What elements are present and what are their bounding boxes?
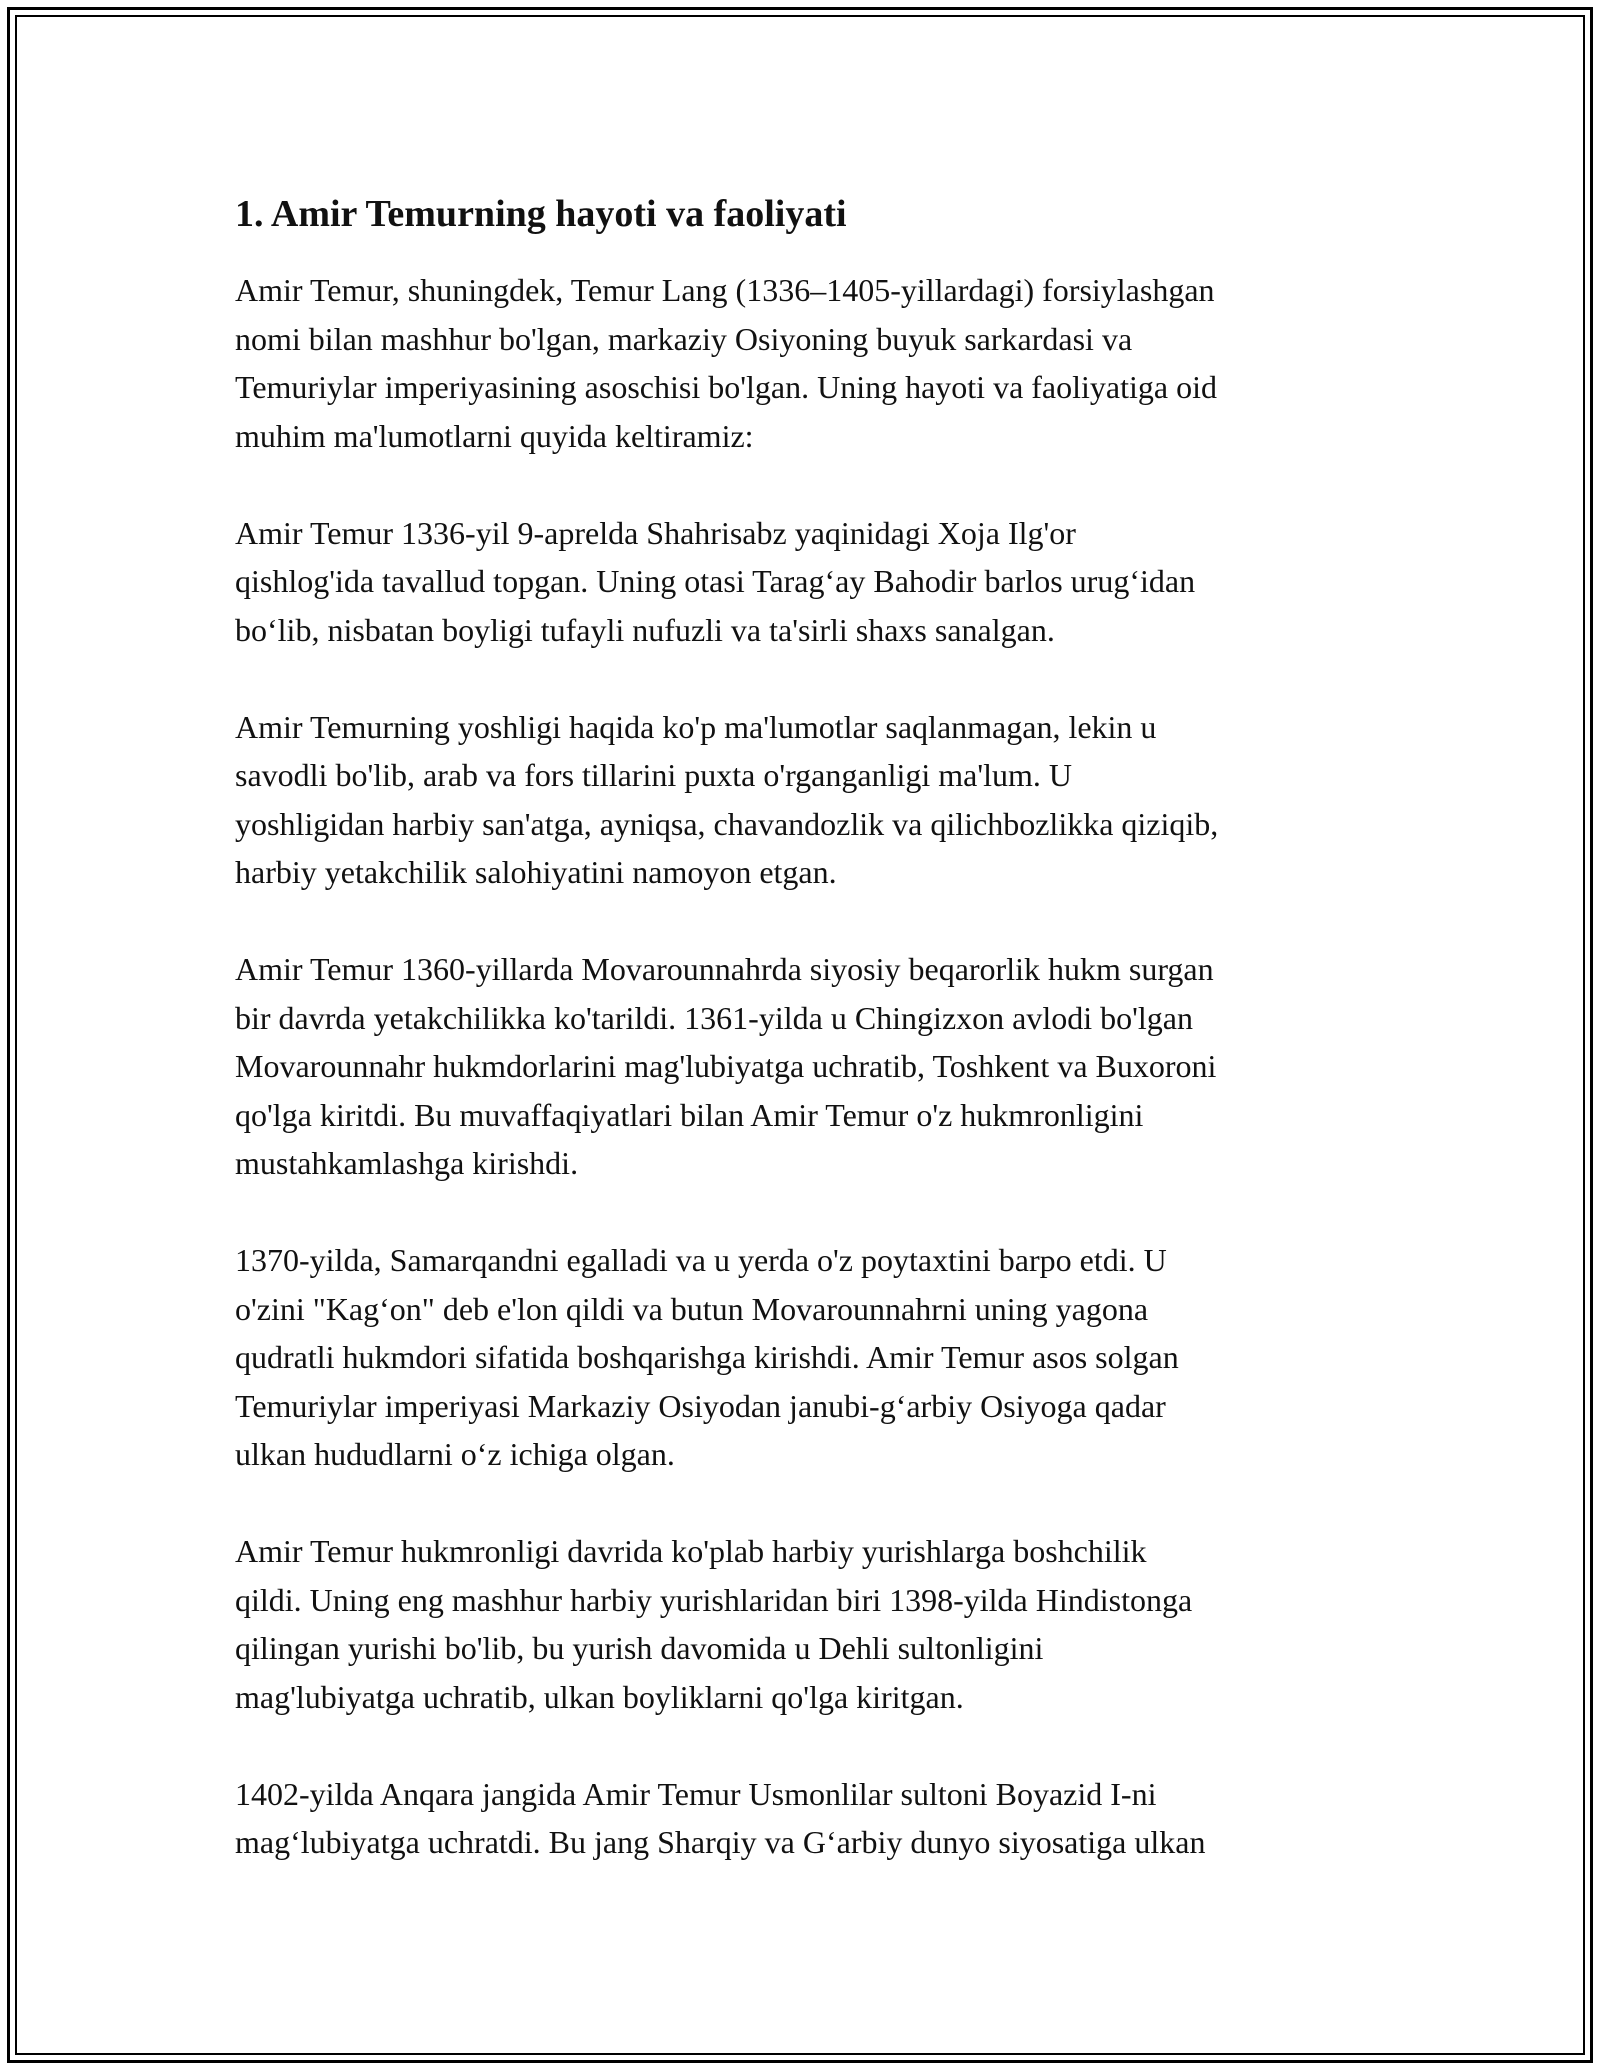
text-line: 1402-yilda Anqara jangida Amir Temur Usmonlilar sultoni Boyazid I-ni: [235, 1775, 1157, 1812]
document-body: [235, 190, 1385, 1915]
text-line: Amir Temurning yoshligi haqida ko'p ma'lumotlar saqlanmagan, lekin u: [235, 708, 1157, 745]
text-line: Amir Temur, shuningdek, Temur Lang (1336–1405-yillardagi) forsiylashgan: [235, 272, 1215, 308]
text-line: harbiy yetakchilik salohiyatini namoyon etgan.: [235, 854, 837, 890]
text-line: ulkan hududlarni o‘z ichiga olgan.: [235, 1436, 675, 1472]
text-line: o'zini "Kag‘on" deb e'lon qildi va butun Movarounnahrni uning yagona: [235, 1290, 1149, 1327]
text-line: Temuriylar imperiyasining asoschisi bo'lgan. Uning hayoti va faoliyatiga oid: [235, 369, 1217, 405]
text-line: Amir Temur 1336-yil 9-aprelda Shahrisabz yaqinidagi Xoja Ilg'or: [235, 514, 1076, 551]
text-line: nomi bilan mashhur bo'lgan, markaziy Osiyoning buyuk sarkardasi va: [235, 320, 1133, 357]
text-line: qudratli hukmdori sifatida boshqarishga kirishdi. Amir Temur asos solgan: [235, 1339, 1179, 1375]
text-line: qildi. Uning eng mashhur harbiy yurishlaridan biri 1398-yilda Hindistonga: [235, 1581, 1193, 1618]
text-line: Temuriylar imperiyasi Markaziy Osiyodan janubi-g‘arbiy Osiyoga qadar: [235, 1387, 1166, 1424]
paragraph-youth: [235, 703, 1385, 897]
text-line: qishlog'ida tavallud topgan. Uning otasi Tarag‘ay Bahodir barlos urug‘idan: [235, 563, 1196, 599]
text-line: Amir Temur 1360-yillarda Movarounnahrda siyosiy beqarorlik hukm surgan: [235, 951, 1214, 987]
text-line: bir davrda yetakchilikka ko'tarildi. 1361-yilda u Chingizxon avlodi bo'lgan: [235, 999, 1193, 1036]
text-line: muhim ma'lumotlarni quyida keltiramiz:: [235, 417, 754, 454]
text-line: bo‘lib, nisbatan boyligi tufayli nufuzli va ta'sirli shaxs sanalgan.: [235, 611, 1055, 648]
paragraph-ankara: [235, 1770, 1385, 1867]
text-line: qo'lga kiritdi. Bu muvaffaqiyatlari bilan Amir Temur o'z hukmronligini: [235, 1096, 1144, 1133]
text-line: savodli bo'lib, arab va fors tillarini puxta o'rganganligi ma'lum. U: [235, 757, 1072, 793]
paragraph-samarkand: [235, 1236, 1385, 1479]
text-line: mag'lubiyatga uchratib, ulkan boyliklarni qo'lga kiritgan.: [235, 1678, 964, 1715]
text-line: yoshligidan harbiy san'atga, ayniqsa, chavandozlik va qilichbozlikka qiziqib,: [235, 805, 1219, 842]
text-line: 1370-yilda, Samarqandni egalladi va u yerda o'z poytaxtini barpo etdi. U: [235, 1242, 1167, 1278]
text-line: Amir Temur hukmronligi davrida ko'plab harbiy yurishlarga boshchilik: [235, 1533, 1147, 1569]
text-line: qilingan yurishi bo'lib, bu yurish davomida u Dehli sultonligini: [235, 1630, 1044, 1666]
paragraph-birth: [235, 509, 1385, 655]
text-line: Movarounnahr hukmdorlarini mag'lubiyatga uchratib, Toshkent va Buxoroni: [235, 1048, 1217, 1084]
section-heading: 1. Amir Temurning hayoti va faoliyati: [235, 193, 847, 235]
text-line: mag‘lubiyatga uchratdi. Bu jang Sharqiy va G‘arbiy dunyo siyosatiga ulkan: [235, 1824, 1206, 1860]
paragraph-campaigns: [235, 1527, 1385, 1721]
paragraph-rise: [235, 945, 1385, 1188]
paragraph-intro: [235, 266, 1385, 460]
text-line: mustahkamlashga kirishdi.: [235, 1145, 579, 1181]
